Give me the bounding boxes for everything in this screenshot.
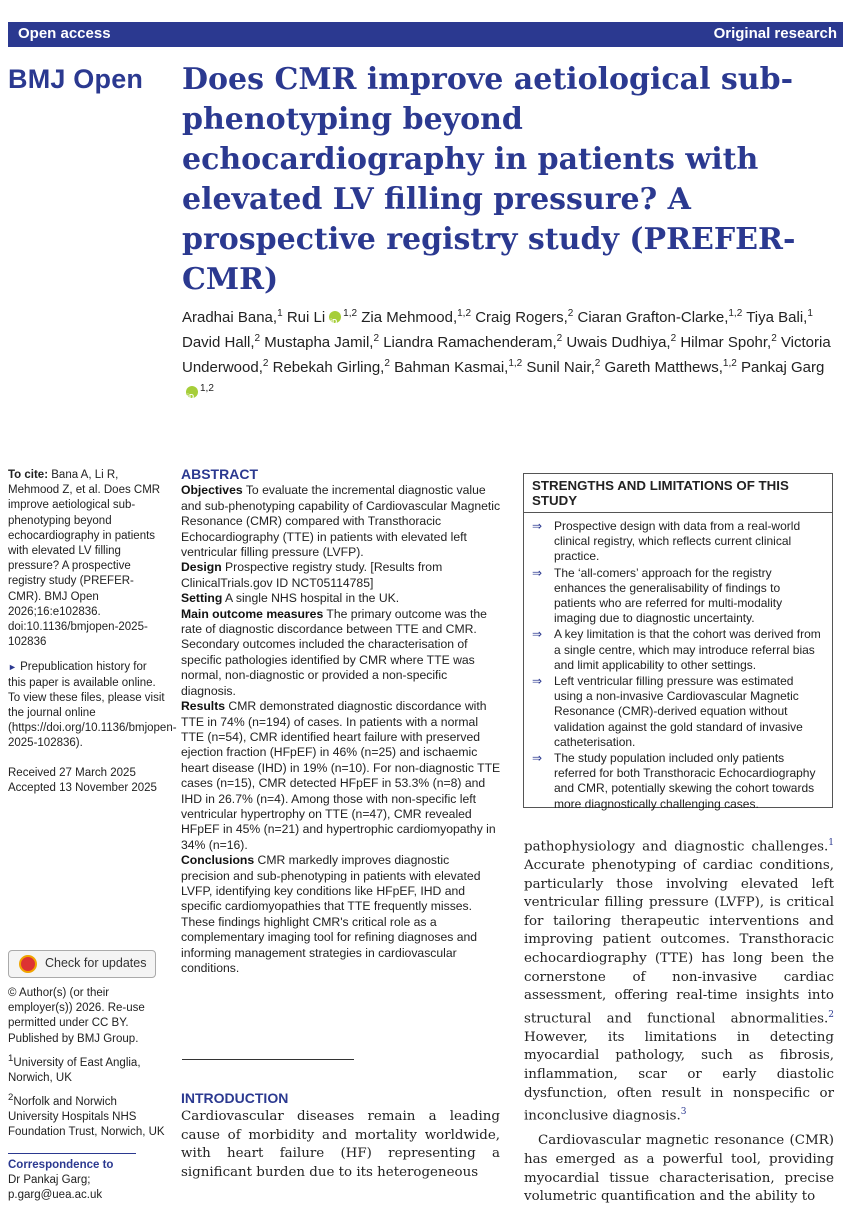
- author: Ciaran Grafton-Clarke,$^{1,2}$: [577, 308, 743, 326]
- abstract-section-label: Objectives: [181, 483, 243, 498]
- double-arrow-icon: ⇒: [532, 674, 543, 689]
- author: Craig Rogers,$^2$: [475, 308, 574, 326]
- abstract-section: [181, 483, 501, 560]
- double-arrow-icon: ⇒: [532, 751, 543, 766]
- article-type-label: Original research: [713, 25, 837, 42]
- check-updates-button[interactable]: [8, 950, 156, 978]
- body-right-column: [524, 834, 834, 1207]
- correspondence-email[interactable]: p.garg@uea.ac.uk: [8, 1188, 103, 1201]
- abstract-section-label: Results: [181, 699, 226, 714]
- triangle-right-icon: ►: [8, 662, 17, 673]
- abstract-sections: [181, 483, 501, 976]
- introduction-heading: INTRODUCTION: [181, 1090, 289, 1106]
- abstract-section-text: The primary outcome was the rate of diagnostic discordance between TTE and CMR. Secondary outcomes included the characterisation of specific pathologies identified by CMR where TTE was normal, non-diagnostic or provided a non-specific diagnosis.: [181, 606, 487, 698]
- abstract-section: [181, 591, 501, 606]
- author: Hilmar Spohr,$^2$: [680, 333, 777, 351]
- author: Tiya Bali,$^1$: [746, 308, 813, 326]
- reference-link[interactable]: 2: [828, 1009, 834, 1020]
- author: Rui LiiD $^{1,2}$: [287, 309, 357, 326]
- abstract-section: [181, 607, 501, 699]
- reference-link[interactable]: 3: [680, 1107, 687, 1118]
- check-updates-label: Check for updates: [45, 956, 147, 971]
- strengths-title: STRENGTHS AND LIMITATIONS OF THIS STUDY: [524, 478, 832, 513]
- body-paragraph-2: Cardiovascular magnetic resonance (CMR) has emerged as a powerful tool, providing myocardial tissue characterisation, precise volumetric quantification and the ability to: [524, 1133, 834, 1205]
- author: Bahman Kasmai,$^{1,2}$: [394, 358, 523, 376]
- strengths-list: [532, 519, 824, 812]
- strength-item: ⇒ The ‘all-comers’ approach for the registry enhances the generalisability of findings to patients who are referred for multi-modality imaging due to diagnostic uncertainty.: [532, 565, 783, 626]
- crossmark-icon: [19, 955, 37, 973]
- abstract-section-label: Design: [181, 560, 222, 575]
- prepub-text[interactable]: Prepublication history for this paper is available online. To view these files, please visit the journal online (https://doi.org/10.1136/bmjopen-2025-102836).: [8, 661, 177, 750]
- divider: [8, 1153, 136, 1154]
- cite-text: Bana A, Li R, Mehmood Z, et al. Does CMR improve aetiological sub-phenotyping beyond echocardiography in patients with elevated LV filling pressure? A prospective registry study (PREFER-CMR). BMJ Open 2026;16:e102836. doi:10.1136/bmjopen-2025-102836: [8, 469, 161, 649]
- author: Gareth Matthews,$^{1,2}$: [604, 358, 737, 376]
- citation: [8, 468, 166, 650]
- author: Pankaj GargiD$^{1,2}$: [182, 359, 824, 401]
- open-access-label: Open access: [18, 25, 111, 42]
- abstract-divider: [182, 1059, 354, 1060]
- top-banner: [8, 22, 843, 47]
- body-paragraph-1: pathophysiology and diagnostic challenges.$^1$ Accurate phenotyping of cardiac conditions, particularly those involving elevated left ventricular filling pressure (LVFP), is critical for tailoring therapeutic interventions and improving patient outcomes. Transthoracic echocardiography (TTE) has long been the cornerstone of non-invasive cardiac assessment, offering real-time insights into structural and functional abnormalities.$^2$ However, its limitations in detecting myocardial pathology, such as fibrosis, inflammation, scar or early diastolic dysfunction, often result in nonspecific or inconclusive diagnosis.$^3$: [524, 838, 834, 1124]
- sidebar: [8, 468, 177, 1203]
- abstract-section-label: Main outcome measures: [181, 606, 324, 621]
- double-arrow-icon: ⇒: [532, 565, 543, 580]
- abstract-section-label: Setting: [181, 591, 223, 606]
- author: Sunil Nair,$^2$: [526, 358, 601, 376]
- abstract-section-label: Conclusions: [181, 853, 255, 868]
- strength-item: ⇒ The study population included only patients referred for both Transthoracic Echocardiography and CMR, potentially skewing the cohort towards more diagnostically challenging cases.: [532, 751, 816, 811]
- abstract-section-text: To evaluate the incremental diagnostic value and sub-phenotyping capability of Cardiovascular Magnetic Resonance (CMR) compared with Transthoracic Echocardiography (TTE) in patients with elevated left ventricular filling pressure (LVFP).: [181, 483, 501, 560]
- author-list: [182, 303, 832, 403]
- affiliation-2: $^2$Norfolk and Norwich University Hospitals NHS Foundation Trust, Norwich, UK: [8, 1092, 165, 1139]
- article-title: Does CMR improve aetiological sub-phenotyping beyond echocardiography in patients with elevated LV filling pressure? A prospective registry study (PREFER-CMR): [182, 62, 796, 297]
- author: Uwais Dudhiya,$^2$: [566, 333, 677, 351]
- orcid-icon[interactable]: [329, 311, 341, 323]
- author: Mustapha Jamil,$^2$: [264, 333, 380, 351]
- abstract: [181, 467, 501, 976]
- copyright: © Author(s) (or their employer(s)) 2026. Re-use permitted under CC BY. Published by BMJ Group.: [8, 987, 145, 1045]
- double-arrow-icon: ⇒: [532, 627, 543, 642]
- author: Rebekah Girling,$^2$: [272, 358, 390, 376]
- correspondence-title: Correspondence to: [8, 1158, 114, 1171]
- orcid-icon[interactable]: [186, 386, 198, 398]
- abstract-section-text: CMR demonstrated diagnostic discordance with TTE in 74% (n=194) of cases. In patients with a normal TTE (n=54), CMR identified heart failure with preserved ejection fraction (HFpEF) in 46% (n=25) and ischaemic heart disease (IHD) in 19% (n=10). For non-diagnostic TTE cases (n=15), CMR detected HFpEF in 53.3% (n=8) and IHD in 26.7% (n=4). Among those with non-specific left ventricular hypertrophy on TTE (n=47), CMR revealed HFpEF in 45% (n=21) and hypertrophic cardiomyopathy in 34% (n=16).: [181, 699, 501, 852]
- double-arrow-icon: ⇒: [532, 519, 543, 533]
- abstract-section-text: Prospective registry study. [Results from ClinicalTrials.gov ID NCT05114785]: [181, 560, 443, 590]
- received-date: Received 27 March 2025: [8, 766, 136, 779]
- strengths-limitations-box: [523, 473, 833, 811]
- accepted-date: Accepted 13 November 2025: [8, 781, 157, 794]
- journal-logo[interactable]: BMJ Open: [8, 64, 144, 94]
- affiliation-1: $^1$University of East Anglia, Norwich, UK: [8, 1052, 141, 1084]
- abstract-heading: ABSTRACT: [181, 466, 258, 482]
- author: Victoria Underwood,$^2$: [182, 334, 831, 376]
- abstract-section: [181, 853, 501, 976]
- author: Liandra Ramachenderam,$^2$: [383, 333, 563, 351]
- cite-label: To cite:: [8, 469, 49, 481]
- strength-item: ⇒ A key limitation is that the cohort was derived from a single centre, which may introduce referral bias and limit applicability to other settings.: [532, 627, 821, 672]
- author: Zia Mehmood,$^{1,2}$: [361, 308, 472, 326]
- reference-link[interactable]: 1: [828, 838, 834, 848]
- author: David Hall,$^2$: [182, 333, 261, 351]
- abstract-section-text: CMR markedly improves diagnostic precision and sub-phenotyping in patients with elevated LVFP, identifying key conditions like HFpEF, IHD and specific cardiomyopathies that TTE frequently misses. These findings highlight CMR's critical role as a complementary imaging tool for refining diagnoses and informing management strategies in cardiovascular conditions.: [181, 853, 481, 975]
- author: Aradhai Bana,$^1$: [182, 308, 283, 326]
- abstract-section: [181, 699, 501, 853]
- prepub-note: [8, 660, 177, 751]
- correspondence-name: Dr Pankaj Garg;: [8, 1173, 91, 1186]
- strength-item: ⇒ Prospective design with data from a real-world clinical registry, which reflects current clinical practice.: [532, 519, 801, 564]
- introduction-text: Cardiovascular diseases remain a leading cause of morbidity and mortality worldwide, with heart failure (HF) representing a significant burden due to its heterogeneous: [181, 1109, 500, 1180]
- strength-item: ⇒ Left ventricular filling pressure was estimated using a non-invasive Cardiovascular Magnetic Resonance (CMR)-derived equation without validation against the gold standard of invasive catheterisation.: [532, 674, 803, 749]
- abstract-section: [181, 560, 501, 591]
- abstract-section-text: A single NHS hospital in the UK.: [225, 591, 400, 606]
